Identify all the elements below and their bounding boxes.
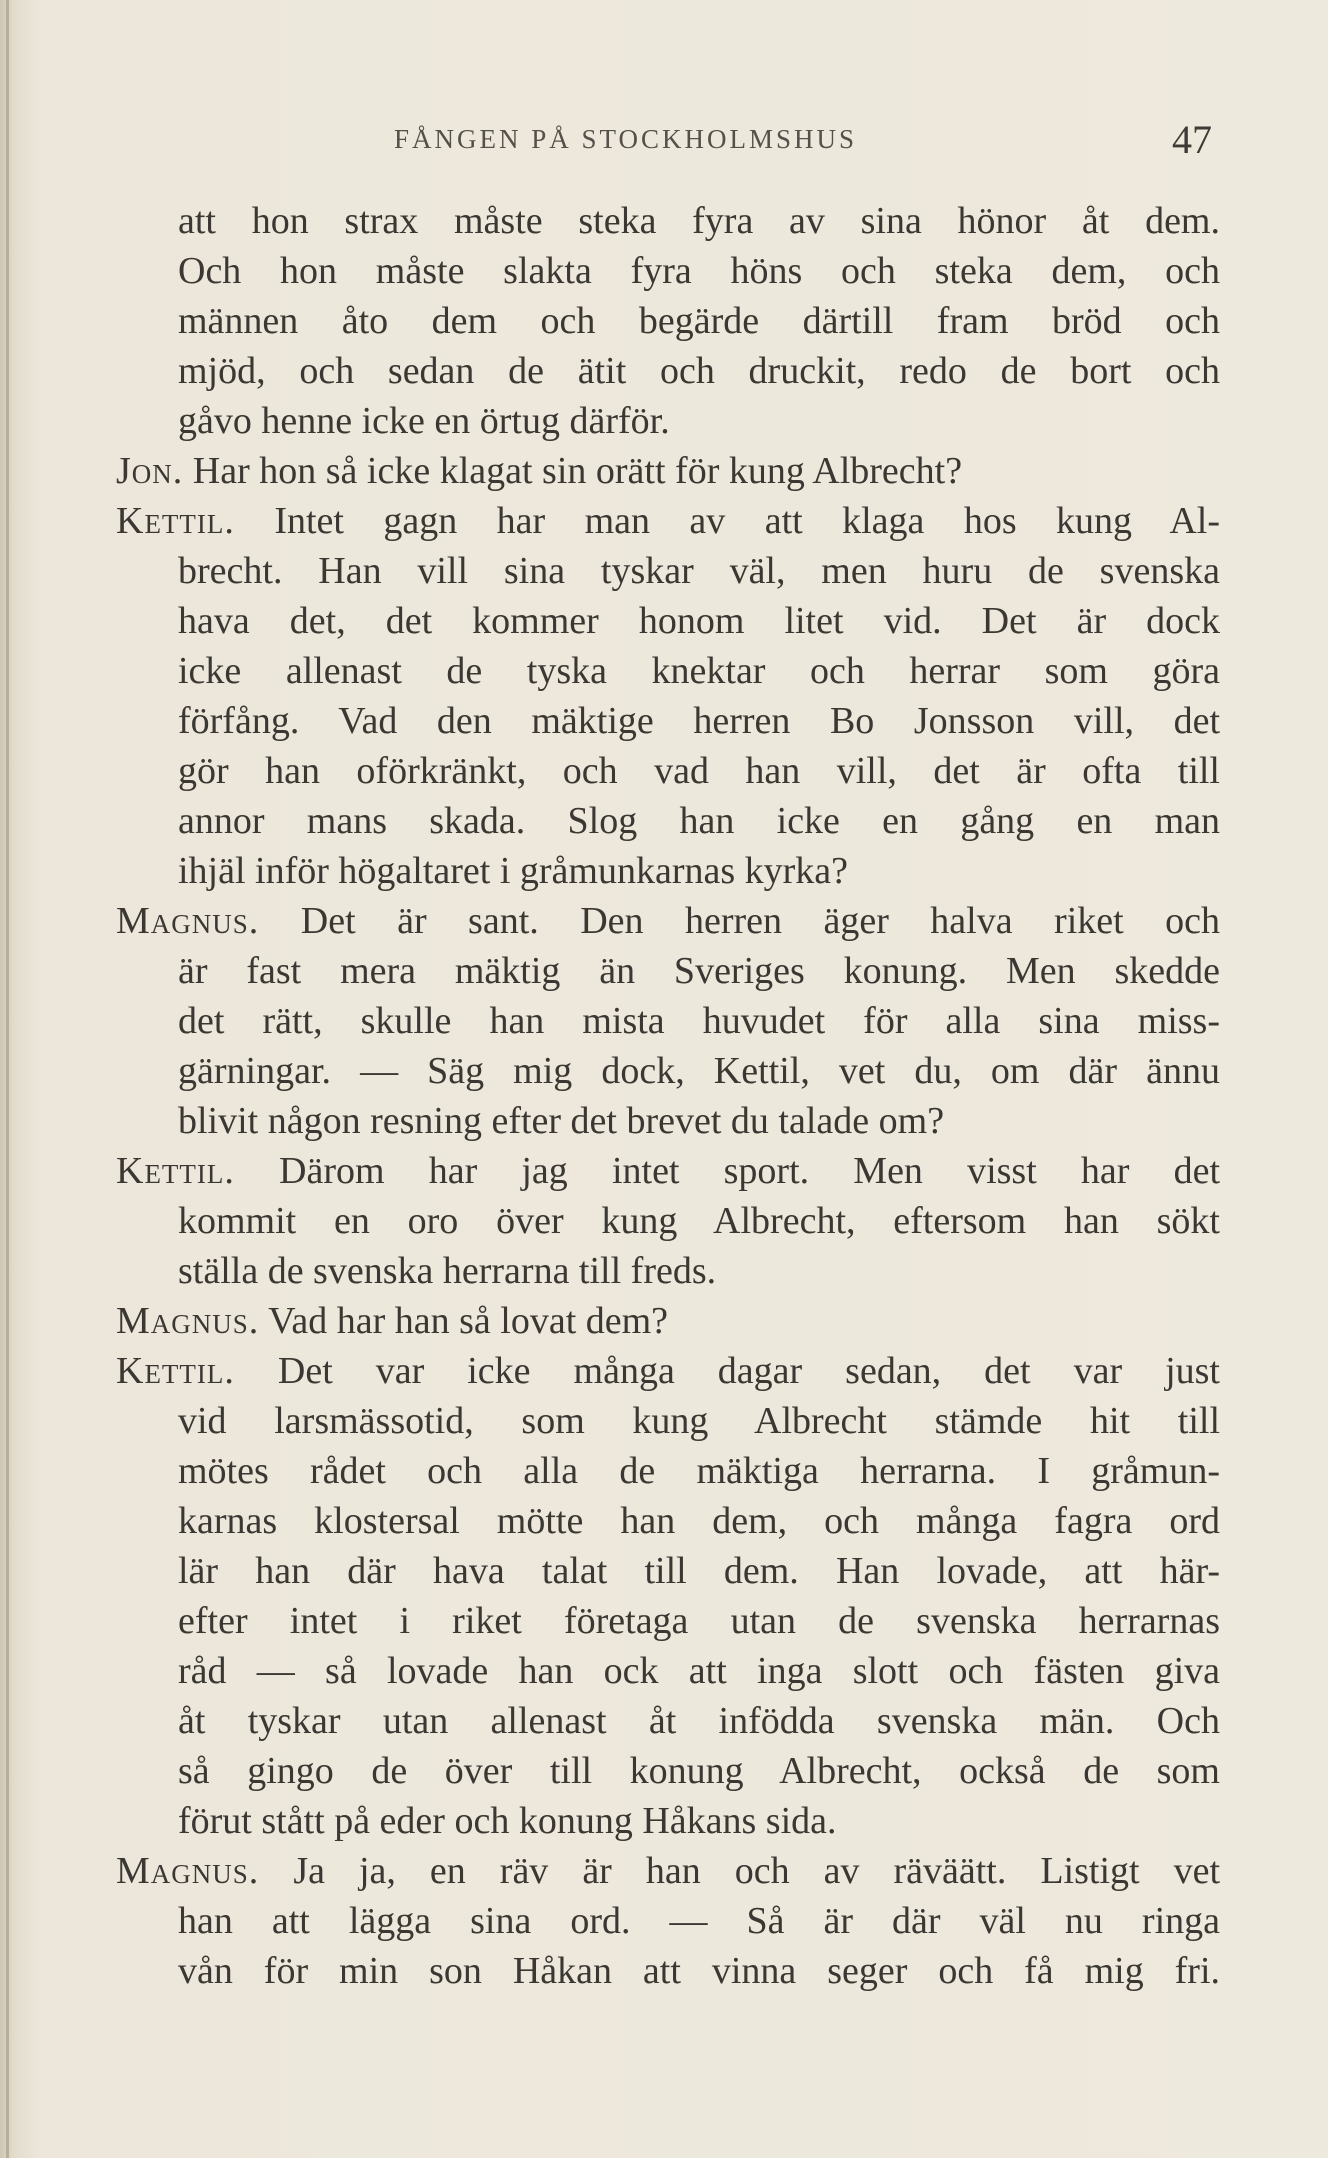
line-text: det rätt, skulle han mista huvudet för alla sina miss-	[178, 1000, 1220, 1042]
line-text: är fast mera mäktig än Sveriges konung. Men skedde	[178, 950, 1220, 992]
line-text: att hon strax måste steka fyra av sina hönor åt dem.	[178, 200, 1220, 242]
text-line	[116, 646, 1220, 696]
line-text: gör han oförkränkt, och vad han vill, det är ofta till	[178, 750, 1220, 792]
speaker-name: Kettil.	[116, 1350, 235, 1392]
text-line	[116, 446, 1220, 496]
text-line	[116, 1646, 1220, 1696]
text-line	[116, 1846, 1220, 1896]
line-text: blivit någon resning efter det brevet du talade om?	[178, 1100, 945, 1142]
page-number: 47	[1172, 117, 1212, 162]
speaker-name: Magnus.	[116, 900, 260, 942]
text-line	[116, 846, 1220, 896]
speaker-name: Kettil.	[116, 500, 235, 542]
text-line	[116, 1946, 1220, 1996]
line-text: mjöd, och sedan de ätit och druckit, redo de bort och	[178, 350, 1220, 392]
line-text: ihjäl inför högaltaret i gråmunkarnas kyrka?	[178, 850, 849, 892]
text-line	[116, 1596, 1220, 1646]
page-header	[0, 116, 1328, 166]
text-line	[116, 1346, 1220, 1396]
text-line	[116, 346, 1220, 396]
line-text: efter intet i riket företaga utan de svenska herrarnas	[178, 1600, 1220, 1642]
line-text: han att lägga sina ord. — Så är där väl nu ringa	[178, 1900, 1220, 1942]
line-text: Ja ja, en räv är han och av räväätt. Listigt vet	[259, 1850, 1220, 1892]
text-line	[116, 1446, 1220, 1496]
text-line	[116, 1196, 1220, 1246]
line-text: så gingo de över till konung Albrecht, också de som	[178, 1750, 1220, 1792]
speaker-name: Jon.	[116, 450, 184, 492]
text-line	[116, 1396, 1220, 1446]
text-line	[116, 1546, 1220, 1596]
line-text: Och hon måste slakta fyra höns och steka dem, och	[178, 250, 1220, 292]
line-text: förfång. Vad den mäktige herren Bo Jonsson vill, det	[178, 700, 1220, 742]
line-text: annor mans skada. Slog han icke en gång en man	[178, 800, 1220, 842]
text-line	[116, 1746, 1220, 1796]
text-line	[116, 596, 1220, 646]
running-title: FÅNGEN PÅ STOCKHOLMSHUS	[394, 124, 858, 154]
line-text: icke allenast de tyska knektar och herrar som göra	[178, 650, 1220, 692]
text-line	[116, 1496, 1220, 1546]
line-text: Vad har han så lovat dem?	[259, 1300, 669, 1342]
line-text: männen åto dem och begärde därtill fram bröd och	[178, 300, 1220, 342]
text-line	[116, 896, 1220, 946]
text-line	[116, 1246, 1220, 1296]
line-text: vån för min son Håkan att vinna seger och få mig fri.	[178, 1950, 1220, 1992]
text-line	[116, 496, 1220, 546]
text-line	[116, 1046, 1220, 1096]
line-text: råd — så lovade han ock att inga slott och fästen giva	[178, 1650, 1220, 1692]
text-line	[116, 246, 1220, 296]
line-text: gåvo henne icke en örtug därför.	[178, 400, 670, 442]
text-line	[116, 946, 1220, 996]
text-line	[116, 1096, 1220, 1146]
text-line	[116, 696, 1220, 746]
line-text: lär han där hava talat till dem. Han lovade, att här-	[178, 1550, 1220, 1592]
line-text: Det var icke många dagar sedan, det var just	[234, 1350, 1220, 1392]
line-text: karnas klostersal mötte han dem, och många fagra ord	[178, 1500, 1220, 1542]
text-line	[116, 796, 1220, 846]
line-text: Det är sant. Den herren äger halva riket och	[259, 900, 1220, 942]
text-line	[116, 196, 1220, 246]
speaker-name: Magnus.	[116, 1300, 260, 1342]
text-line	[116, 1696, 1220, 1746]
text-line	[116, 1296, 1220, 1346]
speaker-name: Magnus.	[116, 1850, 260, 1892]
text-line	[116, 296, 1220, 346]
line-text: mötes rådet och alla de mäktiga herrarna. I gråmun-	[178, 1450, 1220, 1492]
line-text: kommit en oro över kung Albrecht, eftersom han sökt	[178, 1200, 1220, 1242]
line-text: åt tyskar utan allenast åt infödda svenska män. Och	[178, 1700, 1220, 1742]
speaker-name: Kettil.	[116, 1150, 235, 1192]
text-line	[116, 996, 1220, 1046]
line-text: brecht. Han vill sina tyskar väl, men huru de svenska	[178, 550, 1220, 592]
page-spine-shadow	[6, 0, 9, 2158]
text-line	[116, 1896, 1220, 1946]
text-line	[116, 396, 1220, 446]
text-line	[116, 546, 1220, 596]
text-line	[116, 746, 1220, 796]
line-text: Har hon så icke klagat sin orätt för kung Albrecht?	[183, 450, 963, 492]
line-text: förut stått på eder och konung Håkans sida.	[178, 1800, 837, 1842]
text-line	[116, 1796, 1220, 1846]
body-text	[116, 196, 1220, 1996]
line-text: gärningar. — Säg mig dock, Kettil, vet du, om där ännu	[178, 1050, 1220, 1092]
line-text: ställa de svenska herrarna till freds.	[178, 1250, 717, 1292]
text-line	[116, 1146, 1220, 1196]
line-text: hava det, det kommer honom litet vid. Det är dock	[178, 600, 1220, 642]
line-text: Intet gagn har man av att klaga hos kung Al-	[234, 500, 1220, 542]
line-text: vid larsmässotid, som kung Albrecht stämde hit till	[178, 1400, 1220, 1442]
line-text: Därom har jag intet sport. Men visst har det	[234, 1150, 1220, 1192]
